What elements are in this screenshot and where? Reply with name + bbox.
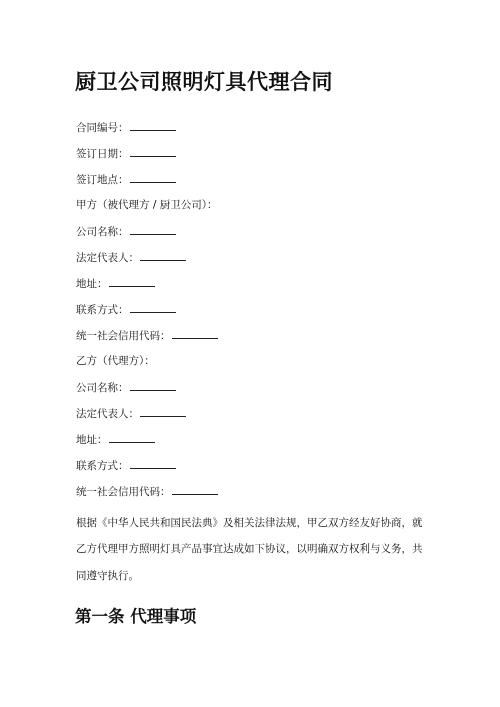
field-blank bbox=[130, 302, 176, 313]
field-label: 统一社会信用代码： bbox=[76, 486, 171, 498]
field-blank bbox=[172, 328, 218, 339]
field-blank bbox=[130, 120, 176, 131]
field-label: 统一社会信用代码： bbox=[76, 330, 171, 342]
field-sign-place bbox=[76, 172, 176, 187]
field-blank bbox=[130, 224, 176, 235]
field-blank bbox=[130, 380, 176, 391]
field-a-company-name bbox=[76, 224, 176, 239]
field-blank bbox=[172, 484, 218, 495]
section-heading: 第一条 代理事项 bbox=[75, 607, 197, 626]
field-a-legal-rep bbox=[76, 250, 186, 265]
field-label: 法定代表人： bbox=[76, 408, 139, 420]
field-b-credit-code bbox=[76, 484, 218, 499]
field-b-address bbox=[76, 432, 155, 447]
field-blank bbox=[109, 276, 155, 287]
field-sign-date bbox=[76, 146, 176, 161]
field-contract-number bbox=[76, 120, 176, 135]
field-a-credit-code bbox=[76, 328, 218, 343]
field-label: 签订日期： bbox=[76, 148, 129, 160]
field-blank bbox=[140, 406, 186, 417]
field-blank bbox=[130, 172, 176, 183]
party-a-heading bbox=[76, 198, 217, 212]
party-b-heading bbox=[76, 354, 155, 368]
field-blank bbox=[130, 458, 176, 469]
field-b-contact bbox=[76, 458, 176, 473]
field-blank bbox=[140, 250, 186, 261]
field-label: 乙方（代理方）： bbox=[76, 355, 155, 367]
field-label: 公司名称： bbox=[76, 382, 129, 394]
field-b-company-name bbox=[76, 380, 176, 395]
field-label: 合同编号： bbox=[76, 122, 129, 134]
intro-paragraph: 根据《中华人民共和国民法典》及相关法律法规，甲乙双方经友好协商，就乙方代理甲方照明灯具产品事宜达成如下协议，以明确双方权利与义务，共同遵守执行。 bbox=[76, 517, 423, 582]
field-label: 甲方（被代理方 / 厨卫公司）： bbox=[76, 199, 218, 211]
field-label: 签订地点： bbox=[76, 174, 129, 186]
field-label: 法定代表人： bbox=[76, 252, 139, 264]
field-a-address bbox=[76, 276, 155, 291]
document-title: 厨卫公司照明灯具代理合同 bbox=[75, 70, 333, 94]
field-b-legal-rep bbox=[76, 406, 186, 421]
field-label: 联系方式： bbox=[76, 304, 129, 316]
field-label: 地址： bbox=[76, 278, 108, 290]
field-label: 公司名称： bbox=[76, 226, 129, 238]
field-blank bbox=[109, 432, 155, 443]
field-label: 联系方式： bbox=[76, 460, 129, 472]
field-blank bbox=[130, 146, 176, 157]
field-a-contact bbox=[76, 302, 176, 317]
field-label: 地址： bbox=[76, 434, 108, 446]
